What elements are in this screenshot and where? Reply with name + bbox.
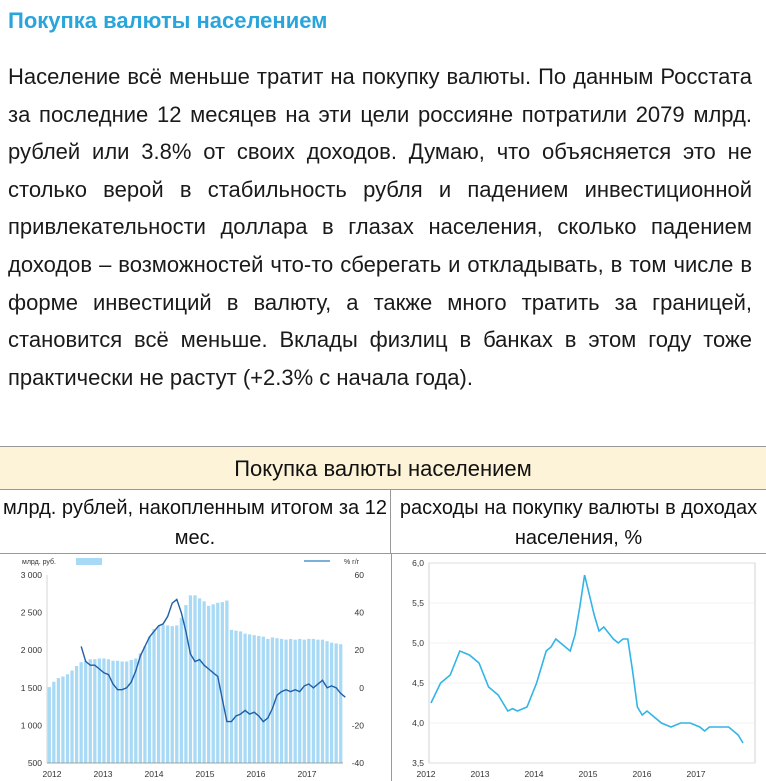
- bar: [139, 653, 142, 763]
- legend-bar-label: млрд. руб.: [22, 559, 56, 566]
- y-tick-right: -20: [351, 720, 364, 731]
- bar: [239, 631, 242, 763]
- bar: [280, 639, 283, 763]
- bar: [180, 618, 183, 763]
- bar: [89, 659, 92, 763]
- legend-bar-swatch: [76, 558, 102, 565]
- y-tick: 4,5: [412, 678, 424, 688]
- bar: [70, 671, 73, 763]
- bar: [248, 634, 251, 763]
- bar: [102, 658, 105, 763]
- y-tick: 5,5: [412, 598, 424, 608]
- bar: [84, 661, 87, 763]
- bar: [130, 660, 133, 763]
- bar: [61, 677, 64, 763]
- y-tick-left: 1 500: [20, 682, 42, 693]
- y-tick: 5,0: [412, 638, 424, 648]
- bar: [152, 629, 155, 763]
- bar: [266, 639, 269, 763]
- y-tick-left: 3 000: [20, 570, 42, 580]
- bar: [202, 601, 205, 763]
- x-tick: 2012: [416, 769, 436, 779]
- bar: [284, 640, 287, 763]
- bar: [234, 631, 237, 763]
- bar: [93, 659, 96, 763]
- bar: [253, 635, 256, 763]
- x-tick: 2015: [578, 769, 598, 779]
- bar: [80, 662, 83, 763]
- bar: [193, 595, 196, 763]
- body-paragraph: Население всё меньше тратит на покупку валюты. По данным Росстата за последние 12 месяцев на эти цели россияне потратили 2079 млрд. рублей или 3.8% от своих доходов. Думаю, что объясняется это не столько верой в стабильность рубля и падением инвестиционной привлекательности доллара в глазах населения, сколько падением доходов – возможностей что-то сберегать и откладывать, в том числе в форме инвестиций в валюту, а также много тратить за границей, становится всё меньше. Вклады физлиц в банках в этом году тоже практически не растут (+2.3% с начала года).: [8, 64, 752, 390]
- bar: [166, 625, 169, 763]
- x-tick: 2016: [632, 769, 652, 779]
- bar: [57, 678, 60, 763]
- bar: [212, 604, 215, 763]
- bar: [225, 601, 228, 763]
- x-tick: 2013: [470, 769, 490, 779]
- bar: [161, 625, 164, 763]
- x-tick: 2015: [195, 769, 215, 779]
- bar: [48, 687, 51, 763]
- x-tick: 2017: [686, 769, 706, 779]
- page-title: Покупка валюты населением: [8, 8, 328, 33]
- bar: [303, 640, 306, 763]
- y-tick: 4,0: [412, 718, 424, 728]
- bar: [171, 626, 174, 763]
- bar: [289, 639, 292, 763]
- bar: [221, 602, 224, 763]
- bar: [157, 626, 160, 763]
- y-tick-left: 2 500: [20, 607, 42, 618]
- bar: [294, 640, 297, 763]
- bar: [243, 634, 246, 763]
- column-header-right: расходы на покупку валюты в доходах населения, %: [391, 490, 766, 554]
- x-tick: 2017: [297, 769, 317, 779]
- bar: [339, 644, 342, 763]
- bar: [66, 674, 69, 763]
- x-tick: 2014: [524, 769, 544, 779]
- bar: [271, 637, 274, 763]
- bar: [207, 606, 210, 763]
- bar: [98, 658, 101, 763]
- bar: [125, 661, 128, 763]
- x-tick: 2014: [144, 769, 164, 779]
- bar: [298, 639, 301, 763]
- y-tick-right: 0: [359, 682, 364, 693]
- bar: [321, 640, 324, 763]
- bar: [335, 643, 338, 763]
- bar: [330, 643, 333, 763]
- bar: [262, 637, 265, 763]
- chart-currency-share-of-income: [393, 555, 765, 781]
- bar: [143, 646, 146, 763]
- y-tick-right: -40: [351, 758, 364, 768]
- bar: [189, 595, 192, 763]
- column-divider: [391, 554, 392, 781]
- y-tick: 3,5: [412, 758, 424, 768]
- y-tick-left: 2 000: [20, 645, 42, 656]
- bar: [148, 637, 151, 763]
- x-tick: 2013: [93, 769, 113, 779]
- y-tick-right: 60: [354, 570, 364, 580]
- bar: [52, 682, 55, 763]
- bar: [175, 625, 178, 763]
- bar: [325, 641, 328, 763]
- y-tick-left: 500: [27, 758, 42, 768]
- bar: [316, 640, 319, 763]
- bar: [230, 630, 233, 763]
- bar: [198, 598, 201, 763]
- bar: [257, 636, 260, 763]
- series-line: [431, 575, 743, 743]
- legend-line-label: % г/г: [344, 559, 360, 566]
- bar: [120, 661, 123, 763]
- chart-currency-purchase-bln-rub: [0, 555, 390, 781]
- column-header-left: млрд. рублей, накопленным итогом за 12 мес.: [0, 490, 391, 554]
- bar: [111, 661, 114, 763]
- x-tick: 2016: [246, 769, 266, 779]
- y-tick-right: 20: [354, 645, 364, 656]
- y-tick: 6,0: [412, 558, 424, 568]
- bar: [75, 666, 78, 763]
- table-title: Покупка валюты населением: [0, 446, 766, 490]
- y-tick-left: 1 000: [20, 720, 42, 731]
- bar: [307, 639, 310, 763]
- bar: [116, 661, 119, 763]
- bar: [312, 639, 315, 763]
- y-tick-right: 40: [354, 607, 364, 618]
- x-tick: 2012: [42, 769, 62, 779]
